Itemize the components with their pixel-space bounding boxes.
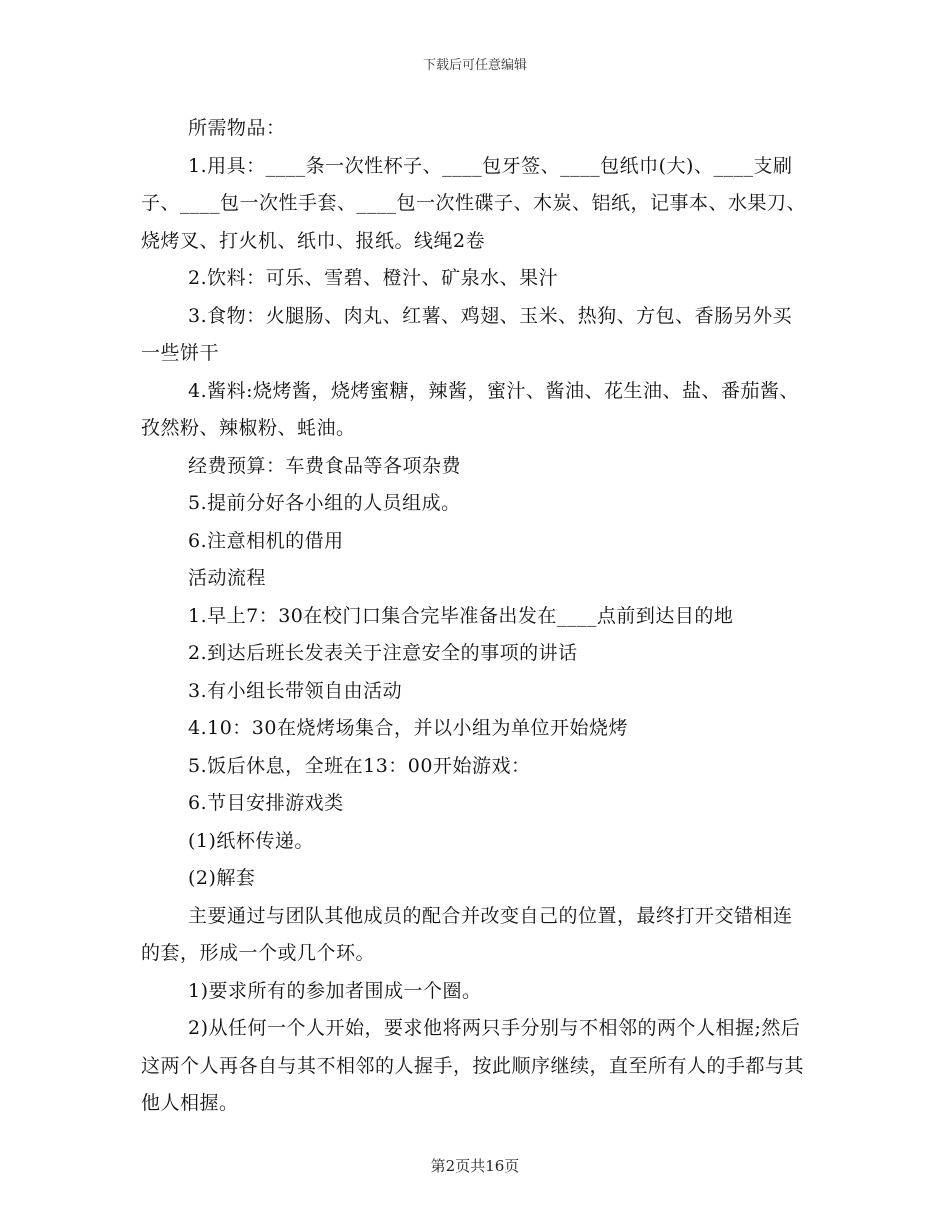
section-heading-activity-flow: 活动流程 [188, 567, 267, 589]
section-heading-required-items: 所需物品： [188, 117, 286, 139]
list-item-sauces: 4.酱料:烧烤酱，烧烤蜜糖，辣酱，蜜汁、酱油、花生油、盐、番茄酱、孜然粉、辣椒粉、蚝油。 [141, 379, 800, 439]
list-item-utensils: 1.用具：____条一次性杯子、____包牙签、____包纸巾(大)、____支刷子、____包一次性手套、____包一次性碟子、木炭、铝纸，记事本、水果刀、烧烤叉、打火机、纸巾、报纸。线绳2卷 [141, 154, 807, 252]
document-body [141, 110, 809, 1123]
game-item-1: (1)纸杯传递。 [188, 829, 314, 852]
flow-item-2: 2.到达后班长发表关于注意安全的事项的讲话 [188, 642, 578, 664]
list-item-camera: 6.注意相机的借用 [188, 529, 344, 552]
game-rule-1: 1)要求所有的参加者围成一个圈。 [188, 979, 482, 1002]
list-item-food: 3.食物：火腿肠、肉丸、红薯、鸡翅、玉米、热狗、方包、香肠另外买一些饼干 [141, 304, 793, 364]
flow-item-4: 4.10：30在烧烤场集合，并以小组为单位开始烧烤 [188, 717, 628, 739]
budget-line: 经费预算：车费食品等各项杂费 [188, 454, 462, 477]
page-footer: 第2页共16页 [430, 1157, 520, 1175]
list-item-groups: 5.提前分好各小组的人员组成。 [188, 492, 461, 514]
flow-item-5: 5.饭后休息，全班在13：00开始游戏： [188, 754, 531, 777]
list-item-drinks: 2.饮料：可乐、雪碧、橙汁、矿泉水、果汁 [188, 267, 559, 289]
flow-item-6: 6.节目安排游戏类 [188, 792, 344, 814]
game-rule-2: 2)从任何一个人开始，要求他将两只手分别与不相邻的两个人相握;然后这两个人再各自与其不相邻的人握手，按此顺序继续，直至所有人的手都与其他人相握。 [141, 1017, 805, 1114]
page-header: 下载后可任意编辑 [422, 58, 527, 73]
game-description: 主要通过与团队其他成员的配合并改变自己的位置，最终打开交错相连的套，形成一个或几个环。 [141, 904, 793, 964]
flow-item-1: 1.早上7：30在校门口集合完毕准备出发在____点前到达目的地 [188, 604, 734, 627]
game-item-2: (2)解套 [188, 867, 256, 889]
flow-item-3: 3.有小组长带领自由活动 [188, 679, 403, 702]
